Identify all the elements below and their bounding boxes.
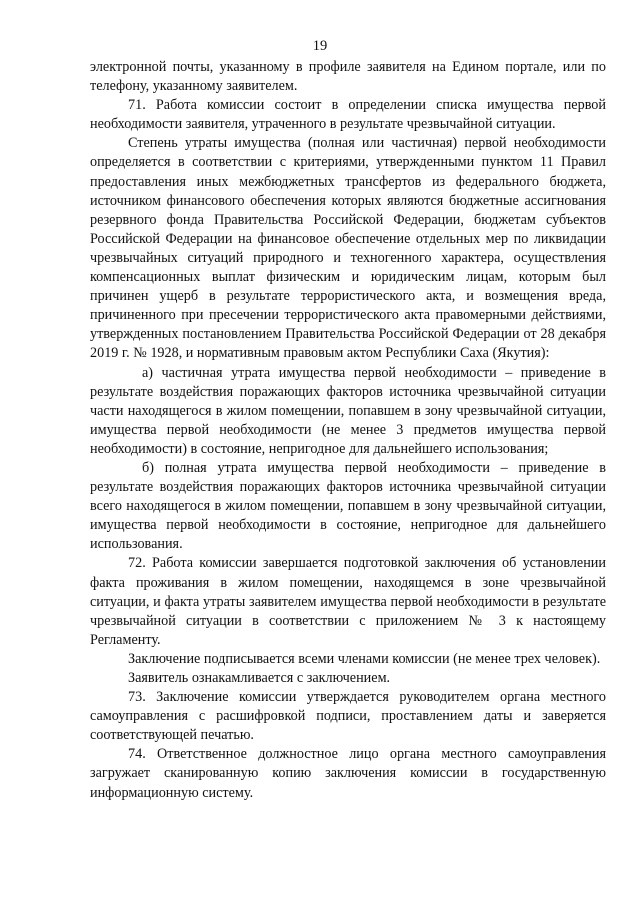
paragraph-71: 71. Работа комиссии состоит в определении списка имущества первой необходимости заявителя, утраченного в результате чрезвычайной ситуации. bbox=[90, 97, 606, 133]
paragraph-73: 73. Заключение комиссии утверждается руководителем органа местного самоуправления с расшифровкой подписи, проставлением даты и заверяется соответствующей печатью. bbox=[90, 689, 606, 744]
paragraph-acquaintance: Заявитель ознакамливается с заключением. bbox=[128, 670, 391, 686]
paragraph-loss-degree: Степень утраты имущества (полная или частичная) первой необходимости определяется в соответствии с критериями, утвержденными пунктом 11 Правил предоставления иных межбюджетных трансфертов из федерального бюджета, источником финансового обеспечения которых являются бюджетные ассигнования резервного фонда Правительства Российской Федерации, бюджетам субъектов Российской Федерации на финансовое обеспечение отдельных мер по ликвидации чрезвычайных ситуаций природного и техногенного характера, осуществления компенсационных выплат физическим и юридическим лицам, которым был причинен ущерб в результате террористического акта, и возмещения вреда, причиненного при пресечении террористического акта правомерными действиями, утвержденных постановлением Правительства Российской Федерации от 28 декабря 2019 г. № 1928, и нормативным правовым актом Республики Саха (Якутия): bbox=[90, 135, 606, 362]
paragraph-72: 72. Работа комиссии завершается подготовкой заключения об установлении факта проживания в жилом помещении, находящемся в зоне чрезвычайной ситуации, и факта утраты заявителем имущества первой необходимости в результате чрезвычайной ситуации в соответствии с приложением № 3 к настоящему Регламенту. bbox=[90, 555, 606, 648]
paragraph-partial-loss: а) частичная утрата имущества первой необходимости – приведение в результате воздействия поражающих факторов источника чрезвычайной ситуации части находящегося в жилом помещении, попавшем в зону чрезвычайной ситуации, имущества первой необходимости (не менее 3 предметов имущества первой необходимости) в состояние, непригодное для дальнейшего использования; bbox=[90, 364, 606, 457]
paragraph-full-loss: б) полная утрата имущества первой необходимости – приведение в результате воздействия поражающих факторов источника чрезвычайной ситуации всего находящегося в жилом помещении, попавшем в зону чрезвычайной ситуации, имущества первой необходимости в состояние, непригодное для дальнейшего использования. bbox=[90, 459, 606, 553]
page-number: 19 bbox=[312, 38, 328, 54]
paragraph-74: 74. Ответственное должностное лицо органа местного самоуправления загружает сканированную копию заключения комиссии в государственную информационную систему. bbox=[90, 746, 606, 801]
paragraph-signatures: Заключение подписывается всеми членами комиссии (не менее трех человек). bbox=[128, 650, 601, 667]
document-body bbox=[90, 58, 606, 803]
paragraph-contact-continuation: электронной почты, указанному в профиле заявителя на Едином портале, или по телефону, указанному заявителем. bbox=[90, 59, 606, 95]
